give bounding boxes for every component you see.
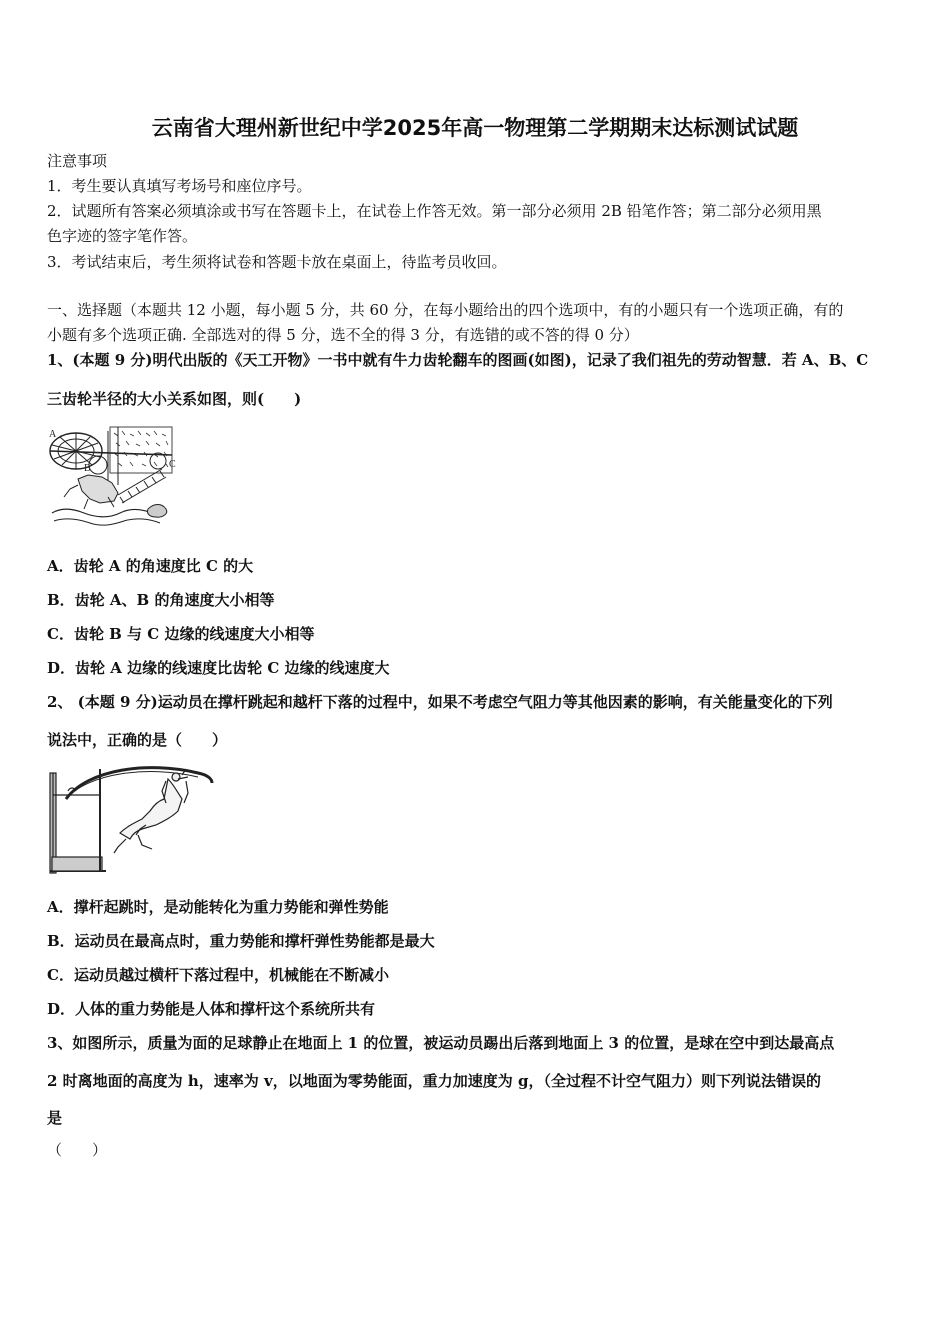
q1-stem-cont: 三齿轮半径的大小关系如图，则( ) <box>47 390 302 408</box>
notice-item-2: 2．试题所有答案必须填涂或书写在答题卡上，在试卷上作答无效。第一部分必须用 2B 铅笔作答；第二部分必须用黑 <box>47 202 822 220</box>
q3-stem: 3、如图所示，质量为面的足球静止在地面上 1 的位置，被运动员踢出后落到地面上 3 的位置，是球在空中到达最高点 <box>47 1034 835 1052</box>
q1-option-d: D．齿轮 A 边缘的线速度比齿轮 C 边缘的线速度大 <box>47 659 390 677</box>
q2-stem-cont: 说法中，正确的是（ ） <box>47 731 228 749</box>
q1-option-c: C．齿轮 B 与 C 边缘的线速度大小相等 <box>47 625 315 643</box>
q1-option-a: A．齿轮 A 的角速度比 C 的大 <box>47 557 254 575</box>
svg-text:A: A <box>49 429 57 440</box>
q2-option-c: C．运动员越过横杆下落过程中，机械能在不断减小 <box>47 966 389 984</box>
section-heading: 一、选择题（本题共 12 小题，每小题 5 分，共 60 分，在每小题给出的四个选项中，有的小题只有一个选项正确，有的 <box>47 301 844 319</box>
q1-stem: 1、(本题 9 分)明代出版的《天工开物》一书中就有牛力齿轮翻车的图画(如图)，记录了我们祖先的劳动智慧．若 A、B、C <box>47 351 869 369</box>
svg-text:C: C <box>169 459 176 470</box>
svg-text:B: B <box>84 463 91 474</box>
q3-answer-blank: （ ） <box>47 1141 108 1159</box>
q2-option-d: D．人体的重力势能是人体和撑杆这个系统所共有 <box>47 1000 376 1018</box>
q3-stem-cont-2: 是 <box>47 1109 63 1127</box>
q2-option-a: A．撑杆起跳时，是动能转化为重力势能和弹性势能 <box>47 898 389 916</box>
notice-item-1: 1．考生要认真填写考场号和座位序号。 <box>47 177 312 195</box>
notice-item-2-cont: 色字迹的签字笔作答。 <box>47 227 198 245</box>
section-heading-cont: 小题有多个选项正确. 全部选对的得 5 分，选不全的得 3 分，有选错的或不答的得 0 分） <box>47 326 639 344</box>
q3-stem-cont: 2 时离地面的高度为 h，速率为 v，以地面为零势能面，重力加速度为 g，（全过程不计空气阻力）则下列说法错误的 <box>47 1072 821 1090</box>
q2-option-b: B．运动员在最高点时，重力势能和撑杆弹性势能都是最大 <box>47 932 435 950</box>
pole-vault-figure <box>48 765 218 875</box>
page-title: 云南省大理州新世纪中学2025年高一物理第二学期期末达标测试试题 <box>151 116 799 140</box>
notice-heading: 注意事项 <box>47 152 108 170</box>
gear-waterwheel-figure <box>48 425 178 529</box>
notice-item-3: 3．考试结束后，考生须将试卷和答题卡放在桌面上，待监考员收回。 <box>47 253 507 271</box>
q2-stem: 2、 (本题 9 分)运动员在撑杆跳起和越杆下落的过程中，如果不考虑空气阻力等其他因素的影响，有关能量变化的下列 <box>47 693 833 711</box>
q1-option-b: B．齿轮 A、B 的角速度大小相等 <box>47 591 275 609</box>
